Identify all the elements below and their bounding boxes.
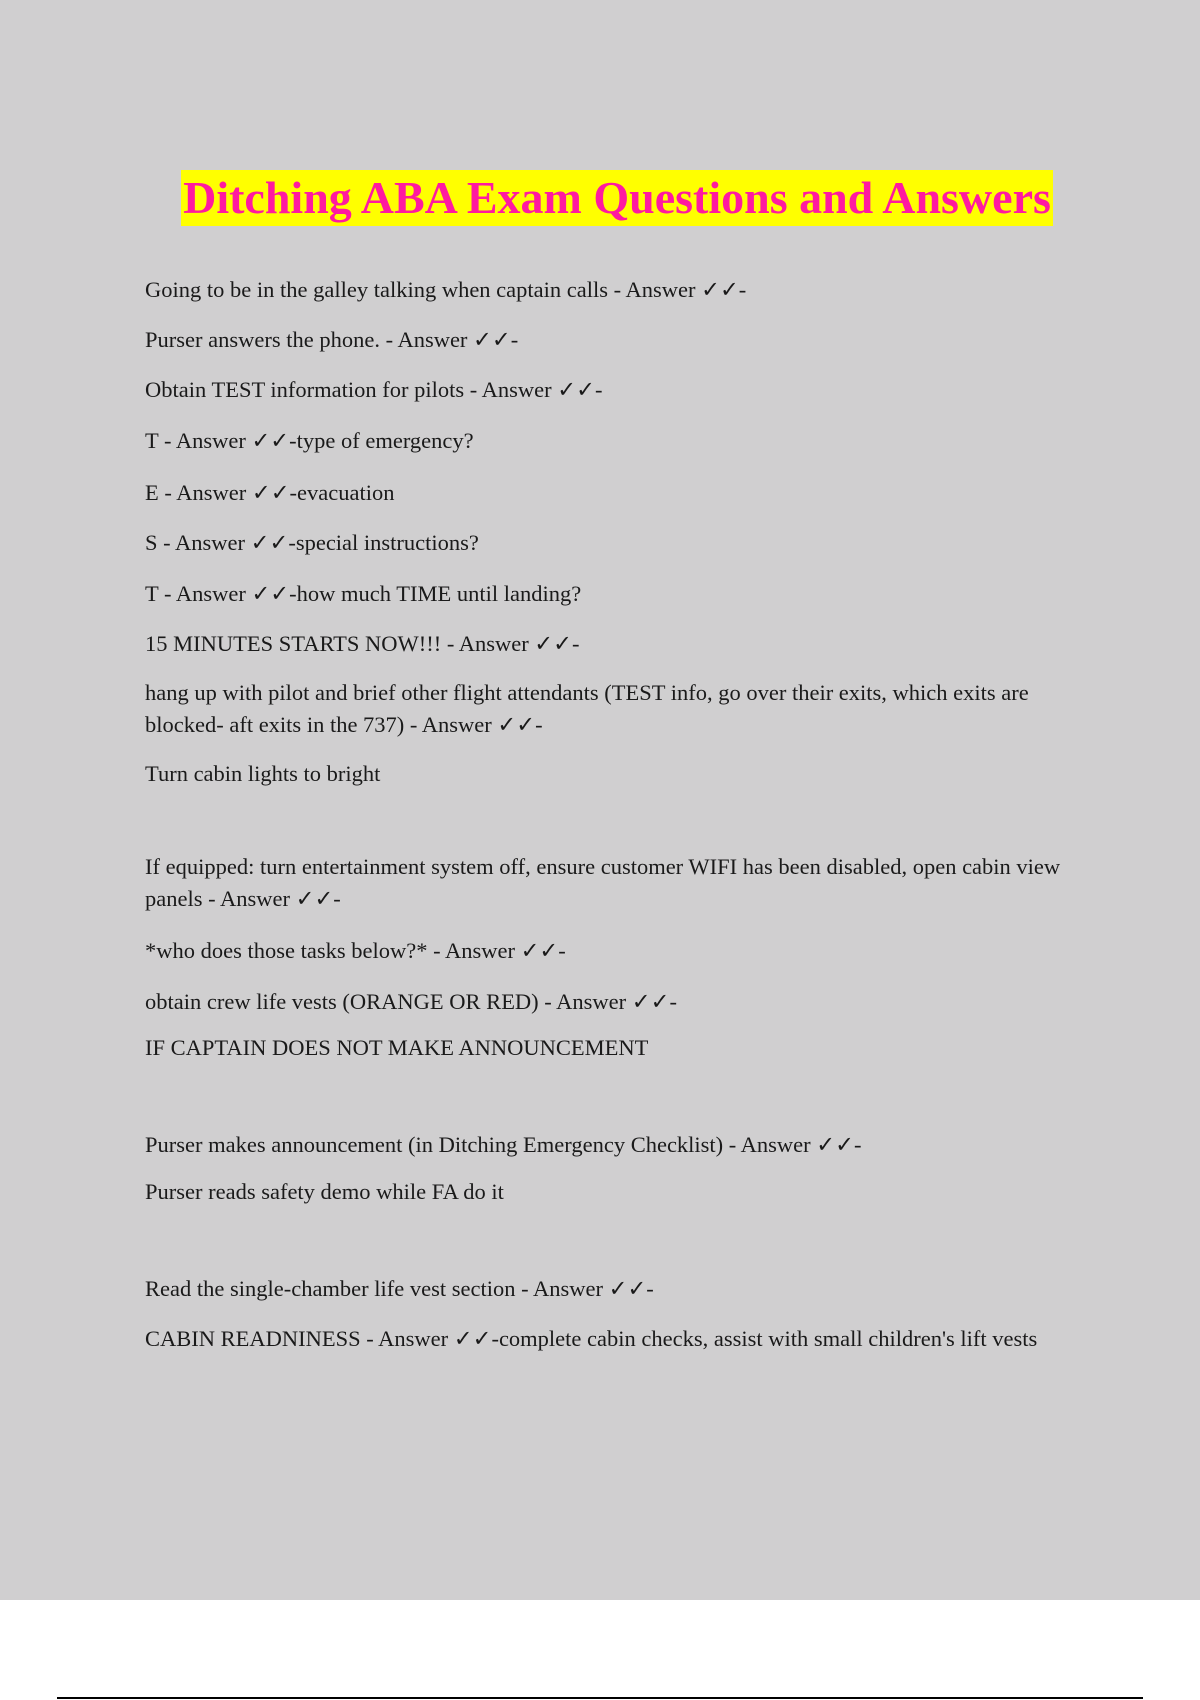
qa-line: S - Answer ✓✓-special instructions? [145, 530, 479, 555]
qa-line: Going to be in the galley talking when captain calls - Answer ✓✓- [145, 277, 747, 302]
qa-line: CABIN READNINESS - Answer ✓✓-complete cabin checks, assist with small children's lift vests [145, 1326, 1038, 1351]
document-title: Ditching ABA Exam Questions and Answers [181, 170, 1053, 226]
qa-line: T - Answer ✓✓-type of emergency? [145, 428, 474, 453]
qa-line: E - Answer ✓✓-evacuation [145, 480, 395, 505]
qa-line: T - Answer ✓✓-how much TIME until landing? [145, 581, 582, 606]
qa-line: If equipped: turn entertainment system off, ensure customer WIFI has been disabled, open cabin view panels - Answer ✓✓- [145, 854, 1061, 911]
qa-line: 15 MINUTES STARTS NOW!!! - Answer ✓✓- [145, 631, 580, 656]
qa-line: Purser makes announcement (in Ditching Emergency Checklist) - Answer ✓✓- [145, 1132, 862, 1157]
qa-line: hang up with pilot and brief other flight attendants (TEST info, go over their exits, which exits are blocked- aft exits in the 737) - Answer ✓✓- [145, 680, 1029, 737]
qa-line: IF CAPTAIN DOES NOT MAKE ANNOUNCEMENT [145, 1035, 649, 1060]
title-container [0, 170, 1200, 226]
qa-line: Obtain TEST information for pilots - Answer ✓✓- [145, 377, 603, 402]
qa-line: Purser answers the phone. - Answer ✓✓- [145, 327, 519, 352]
qa-line: Purser reads safety demo while FA do it [145, 1179, 504, 1204]
qa-line: obtain crew life vests (ORANGE OR RED) - Answer ✓✓- [145, 989, 677, 1014]
footer-divider [57, 1697, 1143, 1699]
qa-line: *who does those tasks below?* - Answer ✓✓- [145, 938, 566, 963]
qa-line: Read the single-chamber life vest section - Answer ✓✓- [145, 1276, 654, 1301]
qa-line: Turn cabin lights to bright [145, 761, 381, 786]
